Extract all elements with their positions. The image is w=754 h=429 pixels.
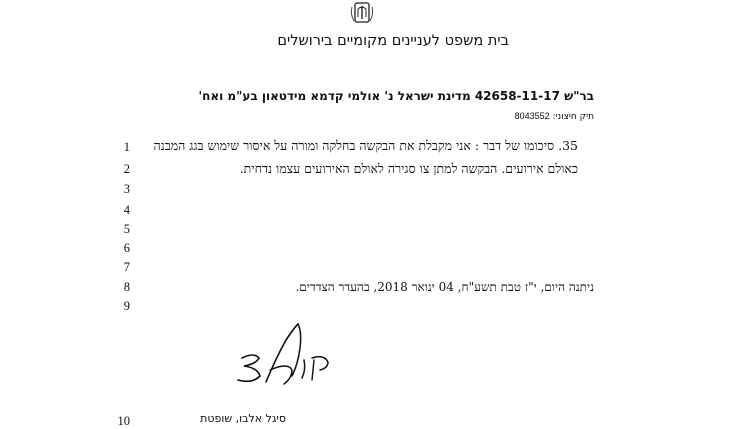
line-number: 5 [123, 222, 130, 236]
case-title: בר"ש 42658-11-17 מדינת ישראל נ' אולמי קדמא מידטאון בע"מ ואח' [198, 89, 594, 103]
line-number: 4 [123, 203, 130, 217]
signer-line: סיגל אלבו, שופטת [200, 412, 286, 425]
line-number: 8 [123, 280, 130, 294]
internal-file-number: 8043552 [514, 111, 550, 121]
line-number: 2 [123, 162, 130, 176]
paragraph-line-2: כאולם אירועים. הבקשה למתן צו סגירה לאולם האירועים עצמו נדחית. [239, 161, 578, 176]
paragraph-line-1: 35. סיכומו של דבר : אני מקבלת את הבקשה בחלקה ומורה על איסור שימוש בגג המבנה [153, 138, 578, 153]
line-number: 7 [123, 260, 130, 274]
state-emblem-icon [349, 0, 375, 26]
line-number: 9 [123, 299, 130, 313]
internal-file-label: תיק חיצוני: [552, 112, 594, 122]
internal-file [515, 111, 594, 122]
handwritten-signature [232, 318, 336, 400]
line-number: 3 [123, 182, 130, 196]
line-number: 6 [123, 241, 130, 255]
court-name: בית משפט לעניינים מקומיים בירושלים [277, 33, 509, 49]
line-number: 10 [117, 414, 130, 428]
line-number: 1 [123, 140, 130, 154]
given-date-line: ניתנה היום, י"ז טבת תשע"ח, 04 ינואר 2018, בהעדר הצדדים. [295, 280, 594, 294]
